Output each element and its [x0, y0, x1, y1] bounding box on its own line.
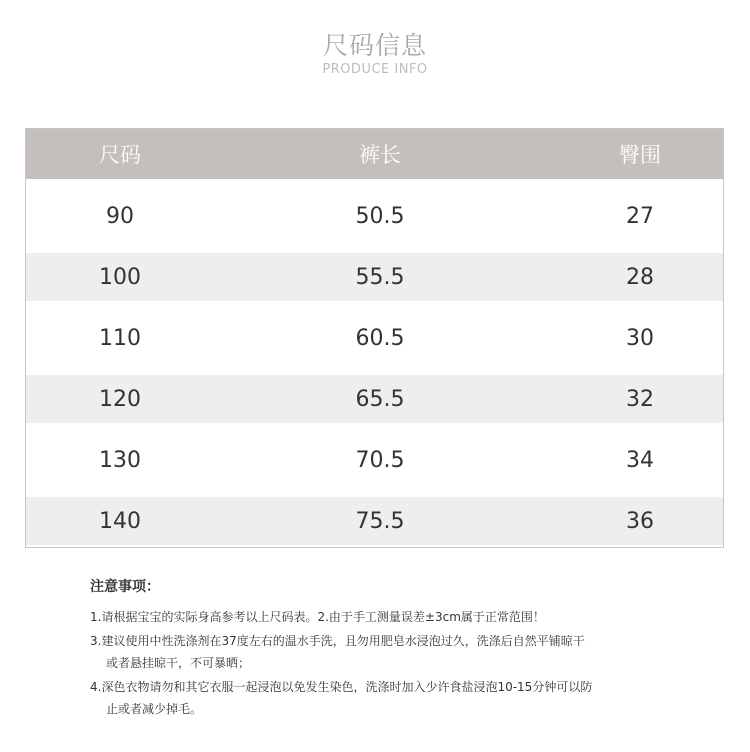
pants-length-cell: 75.5 — [355, 508, 405, 534]
note-line-continued: 止或者减少掉毛。 — [106, 702, 203, 716]
column-header-pants-length: 裤长 — [359, 143, 401, 167]
table-row — [26, 253, 723, 301]
note-line: 3.建议使用中性洗涤剂在37度左右的温水手洗，且勿用肥皂水浸泡过久，洗涤后自然平铺晾干 — [90, 634, 585, 648]
hip-cell: 34 — [626, 447, 654, 473]
note-item — [90, 676, 710, 720]
size-table — [25, 128, 724, 548]
size-cell: 140 — [99, 508, 141, 534]
hip-cell: 32 — [626, 386, 654, 412]
table-row — [26, 375, 723, 423]
hip-cell: 27 — [626, 203, 654, 229]
table-row — [26, 301, 723, 375]
size-cell: 90 — [106, 203, 134, 229]
hip-cell: 28 — [626, 264, 654, 290]
size-cell: 120 — [99, 386, 141, 412]
size-cell: 110 — [99, 325, 141, 351]
column-header-hip: 臀围 — [619, 143, 661, 167]
pants-length-cell: 50.5 — [355, 203, 405, 229]
pants-length-cell: 55.5 — [355, 264, 405, 290]
care-notes — [90, 576, 710, 722]
hip-cell: 36 — [626, 508, 654, 534]
pants-length-cell: 60.5 — [355, 325, 405, 351]
note-line: 4.深色衣物请勿和其它衣服一起浸泡以免发生染色，洗涤时加入少许食盐浸泡10-15分钟可以防 — [90, 680, 593, 694]
notes-title: 注意事项： — [90, 579, 160, 595]
note-line: 1.请根据宝宝的实际身高参考以上尺码表。2.由于手工测量误差±3cm属于正常范围！ — [90, 610, 545, 624]
hip-cell: 30 — [626, 325, 654, 351]
note-item — [90, 606, 710, 628]
table-row — [26, 497, 723, 545]
pants-length-cell: 65.5 — [355, 386, 405, 412]
note-line-continued: 或者悬挂晾干，不可暴晒； — [106, 656, 251, 670]
table-row — [26, 423, 723, 497]
page-subtitle: PRODUCE INFO — [322, 62, 428, 77]
size-cell: 130 — [99, 447, 141, 473]
size-cell: 100 — [99, 264, 141, 290]
pants-length-cell: 70.5 — [355, 447, 405, 473]
table-header-row — [26, 129, 723, 179]
column-header-size: 尺码 — [99, 143, 141, 167]
table-row — [26, 179, 723, 253]
page-title: 尺码信息 — [322, 31, 427, 60]
note-item — [90, 630, 710, 674]
